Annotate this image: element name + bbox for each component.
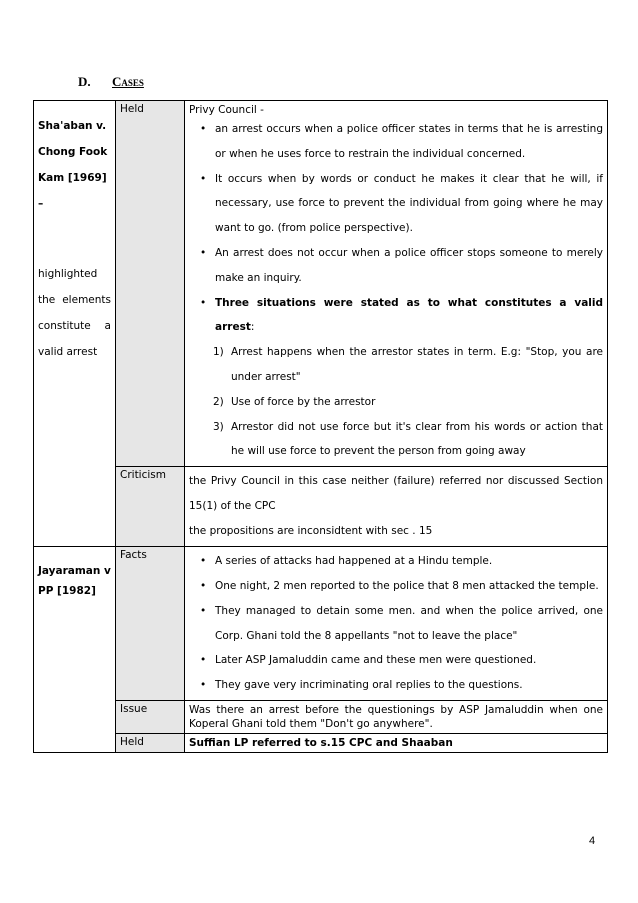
table-row — [34, 547, 608, 701]
list-item: 2) Use of force by the arrestor — [213, 395, 376, 408]
list-item: • A series of attacks had happened at a Hindu temple. — [215, 549, 603, 574]
table-row — [34, 733, 608, 752]
case-cell-jayaraman — [34, 547, 116, 753]
case-note: highlighted the elements constitute a valid arrest — [38, 268, 111, 358]
list-item: • It occurs when by words or conduct he makes it clear that he will, if necessary, use force to prevent the individual from going where he may want to go. (from police perspective). — [215, 167, 603, 241]
list-item — [215, 291, 603, 341]
criticism-content — [185, 467, 608, 547]
label-held: Held — [116, 101, 185, 467]
list-item: • They gave very incriminating oral replies to the questions. — [215, 673, 603, 698]
issue-content — [185, 700, 608, 733]
list-item: • Later ASP Jamaluddin came and these men were questioned. — [215, 648, 603, 673]
label-held-2: Held — [116, 733, 185, 752]
held-bullet-list — [189, 117, 603, 340]
held2-content — [185, 733, 608, 752]
criticism-line: the Privy Council in this case neither (failure) referred nor discussed Section 15(1) of the CPC — [189, 475, 603, 513]
section-heading — [78, 74, 144, 90]
table-row — [34, 467, 608, 547]
cases-table — [33, 100, 608, 753]
list-item: 1) Arrest happens when the arrestor states in term. E.g: "Stop, you are under arrest" — [213, 346, 603, 383]
issue-text: Was there an arrest before the questionings by ASP Jamaluddin when one Koperal Ghani told them "Don't go anywhere". — [189, 703, 603, 730]
list-item: • They managed to detain some men. and when the police arrived, one Corp. Ghani told the 8 appellants "not to leave the place" — [215, 599, 603, 649]
case-cell-shaaban — [34, 101, 116, 547]
table-row — [34, 700, 608, 733]
held-content — [185, 101, 608, 467]
criticism-line: the propositions are inconsidtent with sec . 15 — [189, 525, 433, 538]
bold-bullet-text: Three situations were stated as to what constitutes a valid arrest — [215, 296, 603, 334]
label-facts: Facts — [116, 547, 185, 701]
section-title: Cases — [112, 74, 144, 89]
facts-list — [189, 549, 603, 698]
list-item: 3) Arrestor did not use force but it's clear from his words or action that he will use force to prevent the person from going away — [213, 420, 603, 458]
section-number: D. — [78, 74, 91, 89]
held-intro: Privy Council - — [189, 104, 264, 116]
table-row — [34, 101, 608, 467]
label-issue: Issue — [116, 700, 185, 733]
held-text: Suffian LP referred to s.15 CPC and Shaaban — [189, 736, 453, 749]
label-criticism: Criticism — [116, 467, 185, 547]
page-number: 4 — [589, 835, 596, 847]
list-item: • An arrest does not occur when a police officer stops someone to merely make an inquiry. — [215, 241, 603, 291]
situations-list — [189, 340, 603, 464]
case-name-shaaban: Sha'aban v. Chong Fook Kam [1969] – — [38, 120, 108, 210]
list-item: • an arrest occurs when a police officer states in terms that he is arresting or when he uses force to restrain the individual concerned. — [215, 117, 603, 167]
list-item: • One night, 2 men reported to the police that 8 men attacked the temple. — [215, 574, 603, 599]
bold-bullet-suffix: : — [250, 321, 255, 334]
facts-content — [185, 547, 608, 701]
case-name-jayaraman: Jayaraman v PP [1982] — [38, 565, 111, 598]
